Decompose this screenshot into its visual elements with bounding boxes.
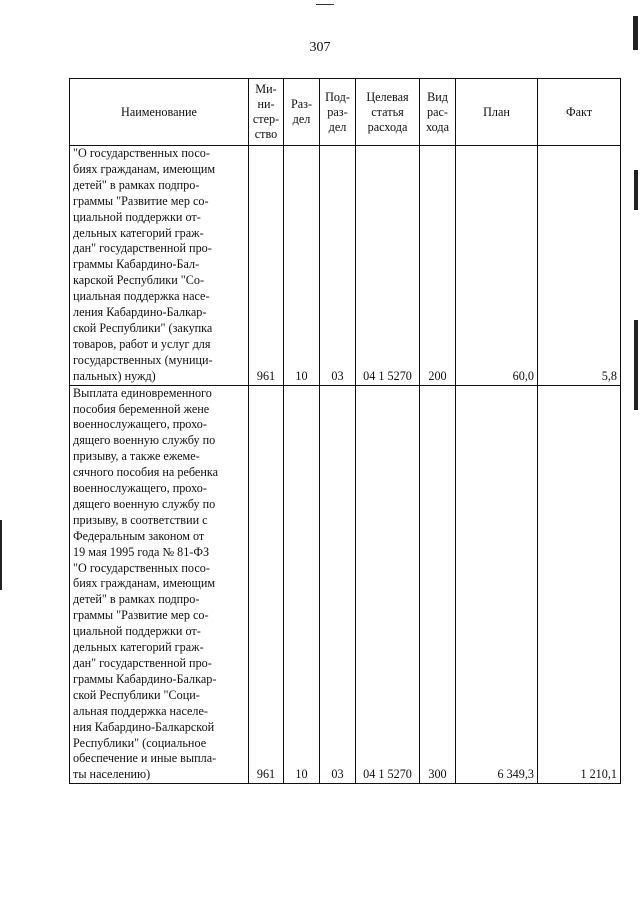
header-fact: Факт — [538, 79, 621, 146]
header-plan: План — [456, 79, 538, 146]
table-row — [70, 146, 621, 386]
table-row — [70, 385, 621, 784]
row-type-cell: 200 — [420, 146, 456, 386]
header-subsection: Под- раз- дел — [320, 79, 356, 146]
row-fact-cell: 5,8 — [538, 146, 621, 386]
row-section-cell: 10 — [284, 146, 320, 386]
budget-table — [69, 78, 621, 784]
header-target-article: Целевая статья расхода — [356, 79, 420, 146]
row-target-cell: 04 1 5270 — [356, 385, 420, 784]
right-edge-mark — [634, 170, 638, 210]
top-scan-mark — [316, 4, 334, 5]
row-plan-cell: 6 349,3 — [456, 385, 538, 784]
header-name: Наименование — [70, 79, 249, 146]
row-plan-cell: 60,0 — [456, 146, 538, 386]
header-ministry: Ми- ни- стер- ство — [249, 79, 284, 146]
header-expense-type: Вид рас- хода — [420, 79, 456, 146]
row-fact-cell: 1 210,1 — [538, 385, 621, 784]
table-header-row — [70, 79, 621, 146]
row-ministry-cell: 961 — [249, 146, 284, 386]
row-target-cell: 04 1 5270 — [356, 146, 420, 386]
row-subsection-cell: 03 — [320, 146, 356, 386]
header-section: Раз- дел — [284, 79, 320, 146]
row-section-cell: 10 — [284, 385, 320, 784]
right-edge-mark — [634, 320, 638, 410]
left-edge-mark — [0, 520, 2, 590]
row-subsection-cell: 03 — [320, 385, 356, 784]
row-type-cell: 300 — [420, 385, 456, 784]
row-name-cell: "О государственных посо- биях гражданам, имеющим детей" в рамках подпро- граммы "Развитие мер со- циальной поддержки от- дельных категорий граж- дан" государственной про- граммы Кабардино-Бал- карской Республики "Со- циальная поддержка насе- ления Кабардино-Балкар- ской Республики" (закупка товаров, работ и услуг для государственных (муници- пальных) нужд) — [70, 146, 249, 386]
row-name-cell: Выплата единовременного пособия беременной жене военнослужащего, прохо- дящего военную службу по призыву, а также ежеме- сячного пособия на ребенка военнослужащего, прохо- дящего военную службу по призыву, в соответствии с Федеральным законом от 19 мая 1995 года № 81-ФЗ "О государственных посо- биях гражданам, имеющим детей" в рамках подпро- граммы "Развитие мер со- циальной поддержки от- дельных категорий граж- дан" государственной про- граммы Кабардино-Балкар- ской Республики "Соци- альная поддержка населе- ния Кабардино-Балкарской Республики" (социальное обеспечение и иные выпла- ты населению) — [70, 385, 249, 784]
row-ministry-cell: 961 — [249, 385, 284, 784]
page-number: 307 — [309, 40, 331, 55]
